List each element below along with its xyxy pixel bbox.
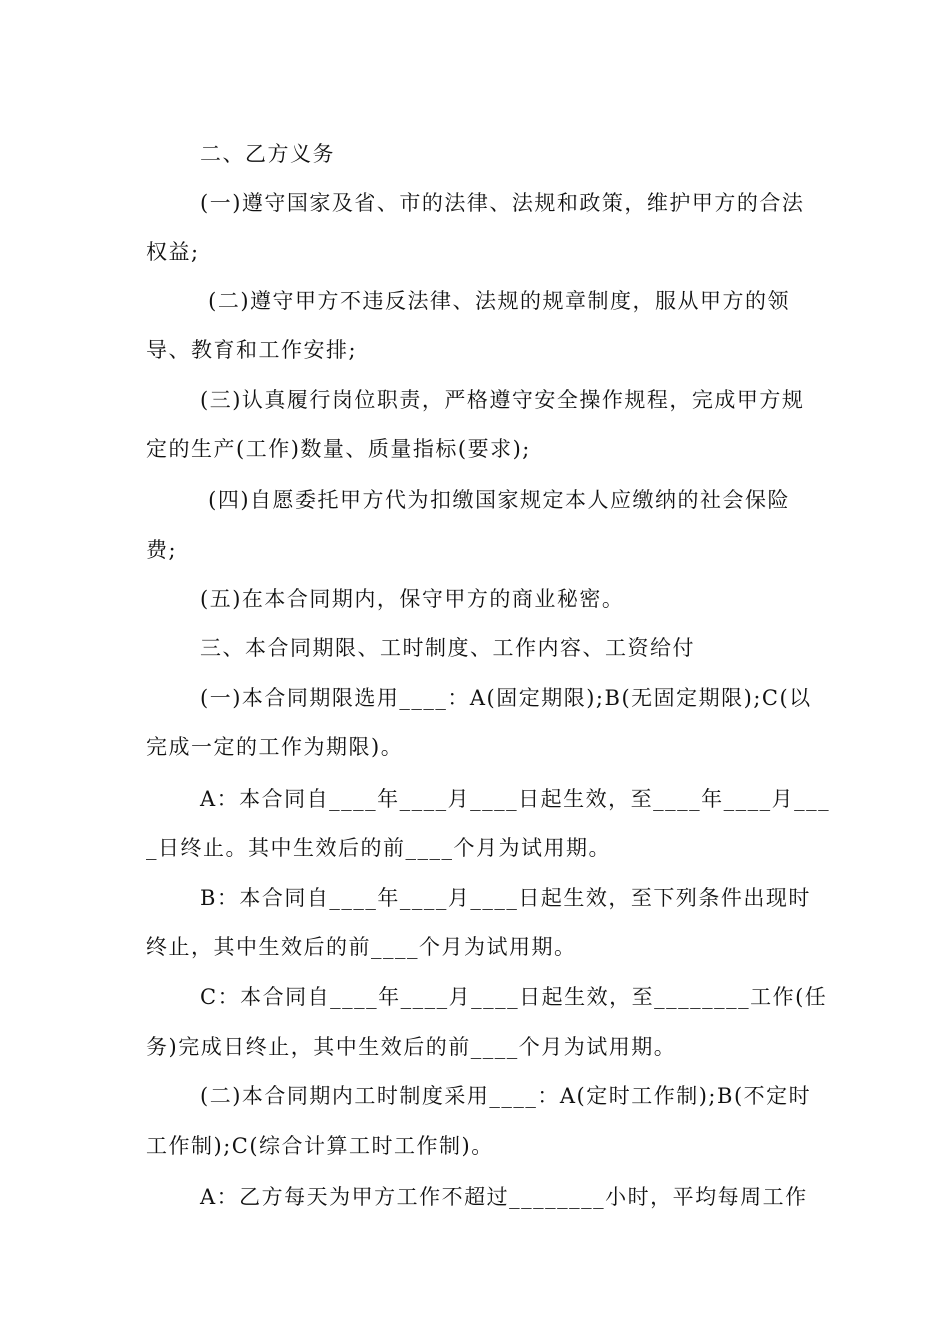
paragraph-line: 终止，其中生效后的前____个月为试用期。	[146, 935, 577, 959]
paragraph-line: (四)自愿委托甲方代为扣缴国家规定本人应缴纳的社会保险	[200, 488, 791, 512]
paragraph-line: 完成一定的工作为期限)。	[146, 735, 404, 759]
paragraph-line: A：乙方每天为甲方工作不超过________小时，平均每周工作	[200, 1185, 808, 1209]
paragraph-line: (五)在本合同期内，保守甲方的商业秘密。	[200, 587, 625, 611]
paragraph-line: (二)遵守甲方不违反法律、法规的规章制度，服从甲方的领	[200, 289, 791, 313]
section-heading-party-b-obligations: 二、乙方义务	[200, 142, 335, 166]
section-heading-contract-term: 三、本合同期限、工时制度、工作内容、工资给付	[200, 636, 695, 660]
paragraph-line: (一)遵守国家及省、市的法律、法规和政策，维护甲方的合法	[200, 191, 805, 215]
paragraph-line: C：本合同自____年____月____日起生效，至________工作(任	[200, 985, 828, 1009]
paragraph-line: _日终止。其中生效后的前____个月为试用期。	[146, 836, 611, 860]
paragraph-line: 权益;	[146, 240, 200, 264]
paragraph-line: B：本合同自____年____月____日起生效，至下列条件出现时	[200, 886, 811, 910]
paragraph-line: A：本合同自____年____月____日起生效，至____年____月___	[200, 787, 831, 811]
paragraph-line: 导、教育和工作安排;	[146, 338, 358, 362]
paragraph-line: (一)本合同期限选用____：A(固定期限);B(无固定期限);C(以	[200, 686, 812, 710]
paragraph-line: (三)认真履行岗位职责，严格遵守安全操作规程，完成甲方规	[200, 388, 805, 412]
paragraph-line: 务)完成日终止，其中生效后的前____个月为试用期。	[146, 1035, 677, 1059]
paragraph-line: 定的生产(工作)数量、质量指标(要求);	[146, 437, 531, 461]
paragraph-line: 费;	[146, 538, 178, 562]
paragraph-line: 工作制);C(综合计算工时工作制)。	[146, 1134, 494, 1158]
paragraph-line: (二)本合同期内工时制度采用____：A(定时工作制);B(不定时	[200, 1084, 812, 1108]
